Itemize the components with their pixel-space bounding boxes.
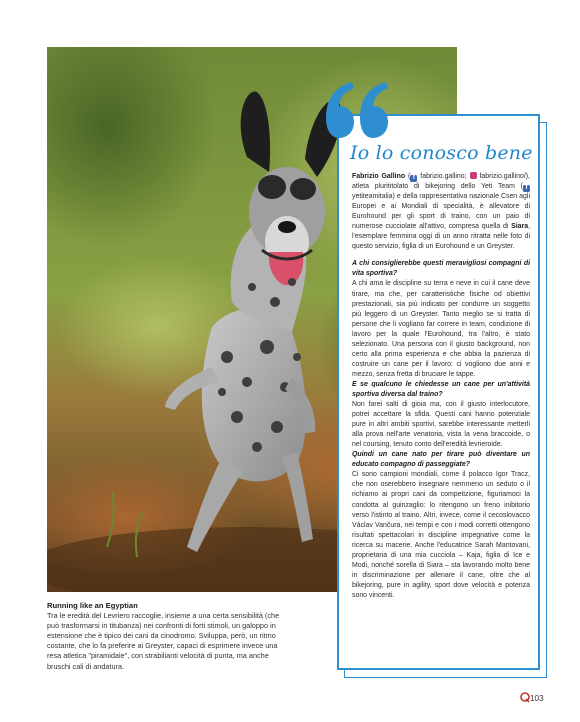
intro-paragraph: Fabrizio Gallino ( f fabrizio.gallino; fabrizio.gallino/), atleta plurititolato di bikejoring dello Yeti Team ( f yetiteamitalia) e della rappresentativa nazionale Csen agli Europei e ai Mondiali di specialità, è allevatore di Eurohound per gli sport di traino, con un paio di numerose cucciolate all'attivo, compresa quella di Siara, l'esemplare femmina oggi di un anno ritratta nelle foto di questo servizio, figlia di un Eurohound e un Greyster. bbox=[352, 173, 530, 251]
interviewee-name: Fabrizio Gallino bbox=[352, 173, 406, 180]
intro-text-1: ), atleta plurititolato di bikejoring dello Yeti Team ( bbox=[352, 173, 530, 191]
facebook-team-handle[interactable]: yetiteamitalia bbox=[352, 193, 393, 201]
facebook-handle[interactable]: fabrizio.gallino; bbox=[420, 173, 467, 180]
magazine-logo-icon bbox=[520, 692, 530, 703]
intro-text-3: , l'esemplare femmina oggi di un anno ritratta nelle foto di questo servizio, figlia di un Eurohound e un Greyster. bbox=[352, 223, 530, 251]
answer-2: Non farei salti di gioia ma, con il giusto interlocutore, potrei accettare la sfida. Questi cani hanno potenziale pure in altri ambiti sportivi, sarebbe interessante metterli alla prova nell'arte venatoria, vista la vena braccoide, o nel coursing, tenuto conto dell'eredità levrieroide. bbox=[352, 401, 530, 449]
facebook-icon: f bbox=[410, 175, 417, 182]
question-1: A chi consiglierebbe questi meravigliosi compagni di vita sportiva? bbox=[352, 260, 530, 278]
quote-mark-icon bbox=[322, 80, 394, 140]
question-3: Quindi un cane nato per tirare può diventare un educato compagno di passeggiate? bbox=[352, 451, 530, 469]
instagram-icon bbox=[470, 172, 477, 179]
facebook-icon: f bbox=[523, 185, 530, 192]
photo-caption bbox=[47, 601, 287, 672]
dog-name: Siara bbox=[511, 223, 529, 231]
answer-1: A chi ama le discipline su terra e neve in cui il cane deve tirare, ma che, per caratteristiche fisiche od obiettivi prestazionali, sia più indicato per condurre un soggetto più leggero di un Greyster. Tanto meglio se si tratta di persone che li vogliano far correre in team, condizione di lavoro per la quale l'Eurohound, tra l'altro, è stato selezionato. Una persona con il giusto background, non certo alla prima esperienza e che abbia la pazienza di costruire un cane per il lavoro: ci vogliono due anni e mezzo, senza fretta di bruciare le tappe. bbox=[352, 280, 530, 378]
intro-text-2: ) e della rappresentativa nazionale Csen agli Europei e ai Mondiali di specialità, è allevatore di Eurohound per gli sport di traino, con un paio di numerose cucciolate all'attivo, compresa quella di bbox=[352, 193, 530, 231]
box-title: Io lo conosco bene bbox=[350, 142, 533, 164]
page-number: 103 bbox=[530, 694, 544, 703]
instagram-handle[interactable]: fabrizio.gallino/ bbox=[479, 173, 526, 180]
answer-3: Ci sono campioni mondiali, come il polacco Igor Tracz, che non oserebbero insegnare nemmeno un seduto o il richiamo ai propri cani da competizione, figuriamoci la condotta al guinzaglio: lo ritengono un freno inibitorio verso l'istinto al traino. Altri, invece, come il cecoslovacco Václav Vančura, nei tempi e con i modi corretti ottengono risultati spettacolari in discipline impegnative come la ricerca su macerie. Anche l'educatrice Sarah Mantovani, proprietaria di una mia cucciola – Kaja, figlia di Ice e Modi, nonché sorella di Siara – sta lavorando molto bene in discriminazione per allenare il cane, oltre che al bikejoring, pure in agility, sport dove velocità e potenza sono vincenti. bbox=[352, 471, 530, 599]
question-2: E se qualcuno le chiedesse un cane per un'attività sportiva diversa dal traino? bbox=[352, 380, 530, 398]
interview-text bbox=[352, 172, 530, 601]
caption-title: Running like an Egyptian bbox=[47, 601, 138, 610]
caption-body: Tra le eredità del Levriero raccoglie, insieme a una certa sensibilità (che può trasformarsi in titubanza) nei confronti di forti stimoli, un galoppo in estensione che è tipico dei cani da cinodromo. Sviluppa, però, un ritmo costante, che lo fa preferire ai Greyster, capaci di esprimere invece una resa atletica "piramidale", con strabilianti velocità di punta, ma anche bruschi cali di andatura. bbox=[47, 611, 280, 671]
